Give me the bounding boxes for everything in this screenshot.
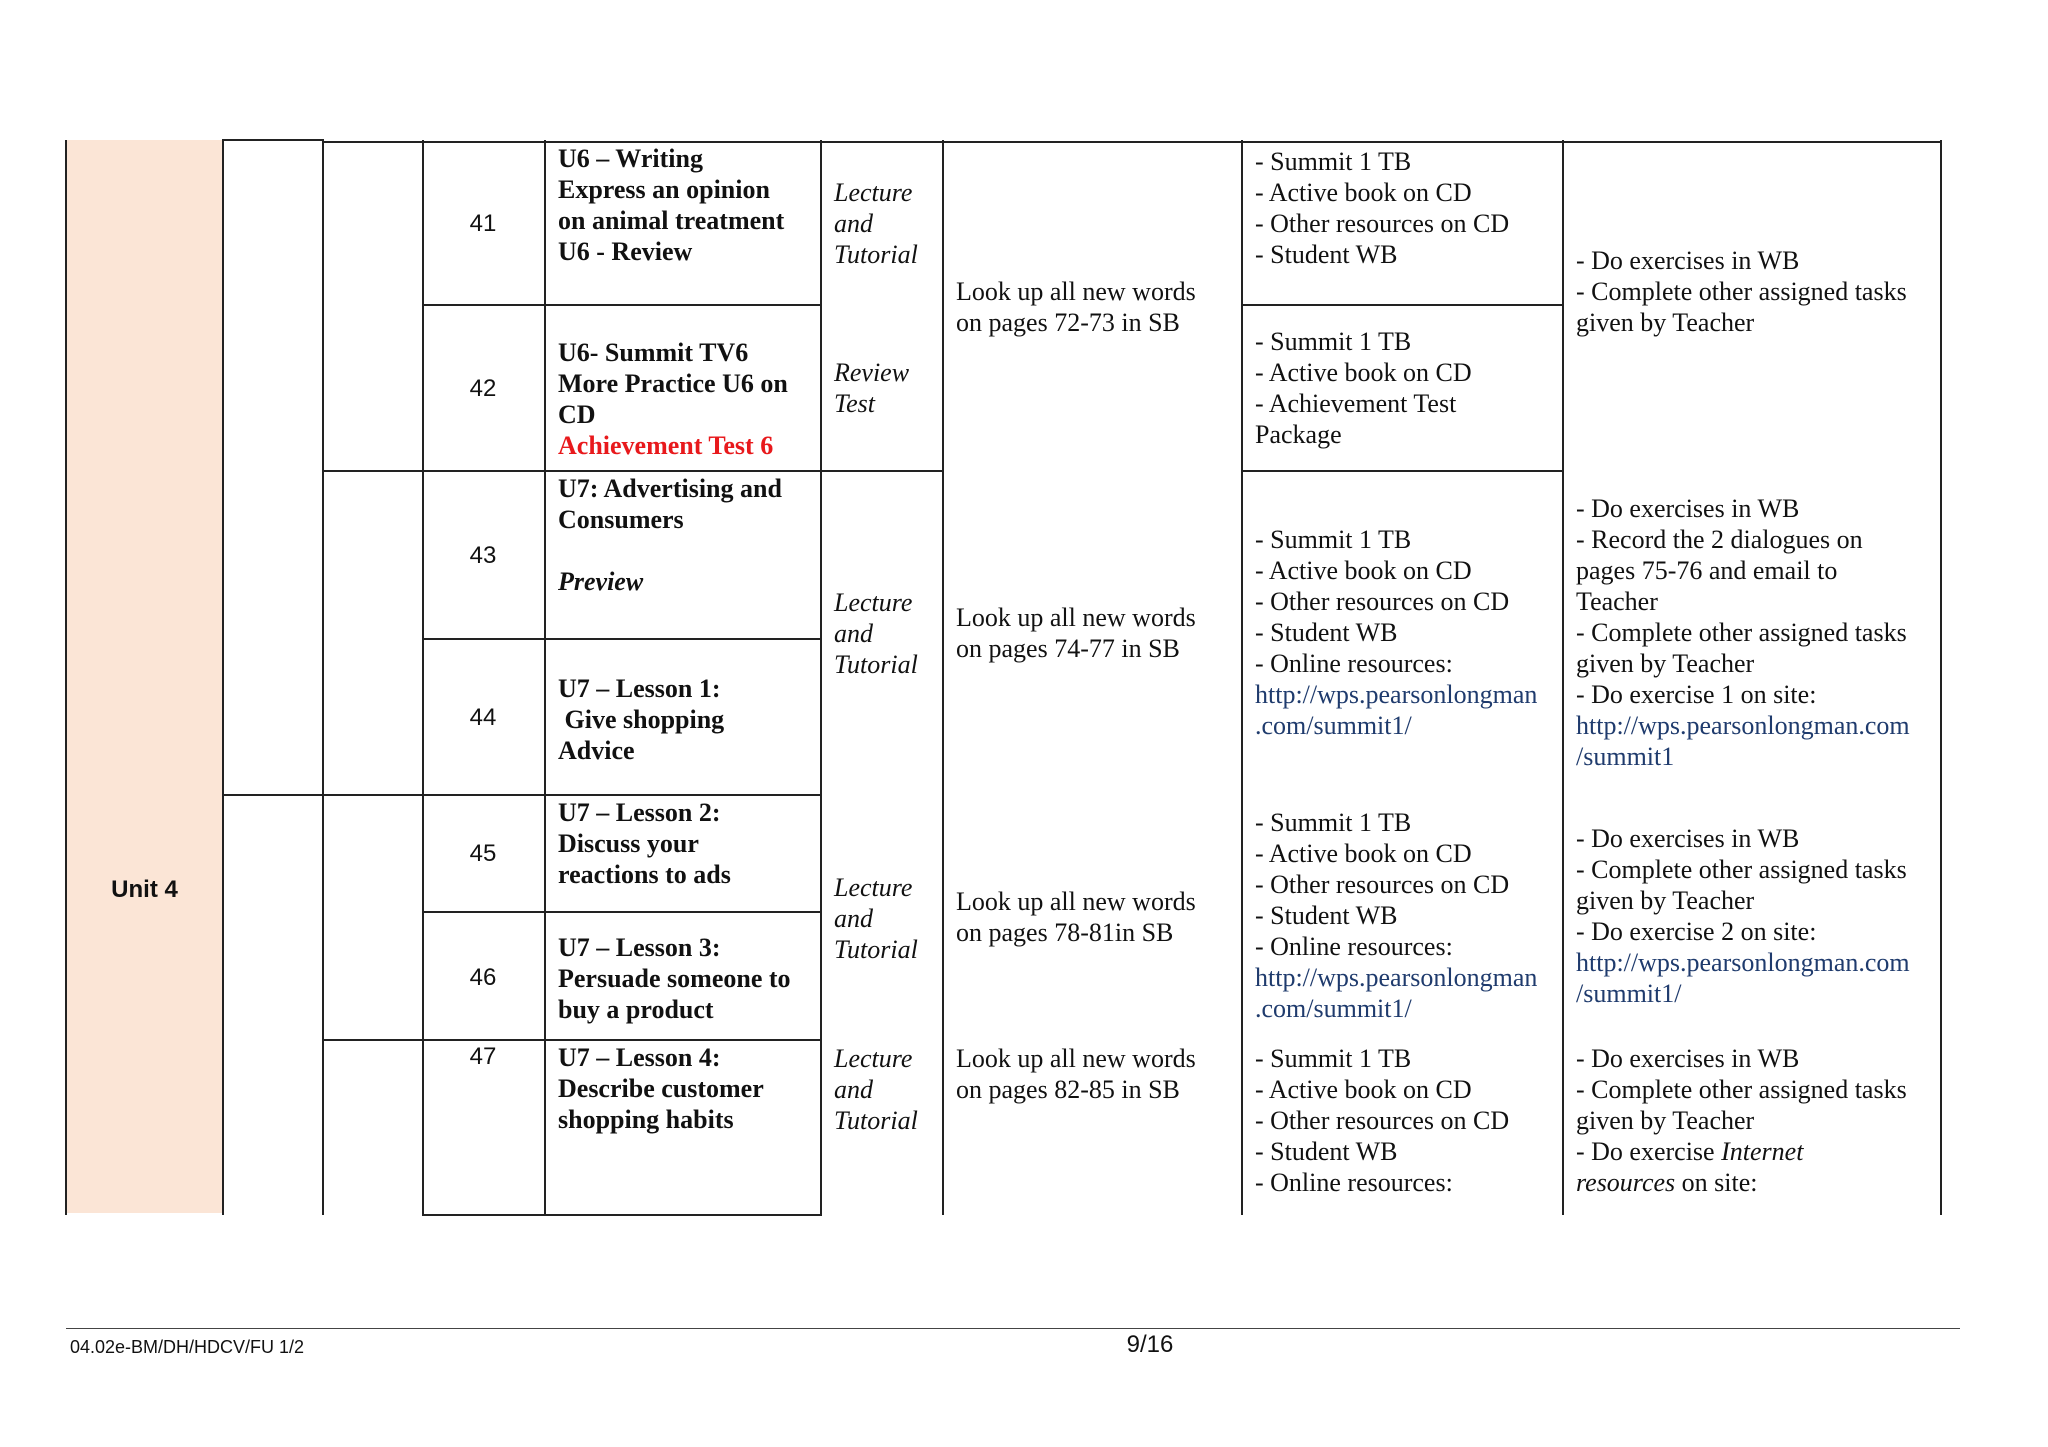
homework-link[interactable]: /summit1/	[1576, 979, 1682, 1008]
table-border	[422, 1214, 822, 1216]
homework-link[interactable]: /summit1	[1576, 742, 1675, 771]
resources-list: - Summit 1 TB - Active book on CD - Other resources on CD - Student WB - Online resources:	[1255, 1044, 1510, 1197]
homework-list: - Do exercises in WB - Complete other assigned tasks given by Teacher - Do exercise Internet resources on site:	[1576, 1044, 1907, 1197]
student-preparation: Look up all new words on pages 74-77 in SB	[956, 603, 1196, 663]
period-number: 42	[469, 375, 497, 402]
document-code: 04.02e-BM/DH/HDCV/FU 1/2	[70, 1337, 305, 1357]
period-number: 46	[469, 964, 497, 991]
resource-link[interactable]: .com/summit1/	[1255, 994, 1412, 1023]
homework-link[interactable]: http://wps.pearsonlongman.com	[1576, 711, 1910, 740]
period-number: 44	[469, 704, 497, 731]
table-border	[544, 140, 546, 1215]
unit-column-shading	[66, 140, 223, 1213]
lesson-content-44: U7 – Lesson 1: Give shopping Advice	[558, 674, 725, 765]
lesson-content-41: U6 – Writing Express an opinion on animal treatment U6 - Review	[558, 144, 785, 266]
period-number: 47	[469, 1043, 497, 1070]
page-number: 9/16	[1126, 1331, 1174, 1358]
table-border	[222, 140, 224, 1215]
unit-label: Unit 4	[111, 876, 178, 903]
table-border	[1241, 304, 1564, 306]
table-border	[422, 304, 822, 306]
table-border	[65, 140, 67, 1215]
lesson-content-43: U7: Advertising and Consumers Preview	[558, 474, 782, 596]
teaching-method: Lecture and Tutorial	[834, 1044, 918, 1135]
teaching-method: Lecture and Tutorial	[834, 588, 918, 679]
resource-link[interactable]: http://wps.pearsonlongman	[1255, 963, 1538, 992]
student-preparation: Look up all new words on pages 78-81in SB	[956, 887, 1196, 947]
homework-list: - Do exercises in WB - Record the 2 dialogues on pages 75-76 and email to Teacher - Complete other assigned tasks given by Teacher - Do exercise 1 on site: http://wps.pearsonlongman.com /summit1	[1576, 494, 1910, 771]
resources-list: - Summit 1 TB - Active book on CD - Other resources on CD - Student WB - Online resources: http://wps.pearsonlongman .com/summit1/	[1255, 808, 1538, 1023]
table-border	[322, 140, 324, 1215]
teaching-method: Lecture and Tutorial	[834, 873, 918, 964]
table-border	[1940, 140, 1942, 1215]
table-border	[942, 140, 944, 1215]
table-border	[820, 140, 822, 1215]
period-number: 43	[469, 542, 497, 569]
table-border	[422, 911, 822, 913]
footer-rule	[66, 1328, 1960, 1329]
table-border	[422, 638, 822, 640]
resources-list: - Summit 1 TB - Active book on CD - Achievement Test Package	[1255, 327, 1472, 449]
lesson-content-45: U7 – Lesson 2: Discuss your reactions to ads	[558, 798, 731, 889]
table-border	[322, 1039, 822, 1041]
period-number: 45	[469, 840, 497, 867]
table-border	[1241, 470, 1564, 472]
table-border	[1562, 140, 1564, 1215]
resource-link[interactable]: http://wps.pearsonlongman	[1255, 680, 1538, 709]
table-border	[222, 139, 324, 141]
homework-link[interactable]: http://wps.pearsonlongman.com	[1576, 948, 1910, 977]
teaching-method: Review Test	[834, 358, 910, 418]
resources-list: - Summit 1 TB - Active book on CD - Other resources on CD - Student WB - Online resources: http://wps.pearsonlongman .com/summit1/	[1255, 525, 1538, 740]
lesson-content-42: U6- Summit TV6 More Practice U6 on CD Achievement Test 6	[558, 338, 788, 460]
lesson-content-47: U7 – Lesson 4: Describe customer shopping habits	[558, 1043, 764, 1134]
table-border	[222, 794, 822, 796]
resources-list: - Summit 1 TB - Active book on CD - Other resources on CD - Student WB	[1255, 147, 1510, 269]
teaching-method: Lecture and Tutorial	[834, 178, 918, 269]
achievement-test-label: Achievement Test 6	[558, 431, 774, 460]
homework-list: - Do exercises in WB - Complete other assigned tasks given by Teacher - Do exercise 2 on site: http://wps.pearsonlongman.com /summit1/	[1576, 824, 1910, 1008]
student-preparation: Look up all new words on pages 72-73 in SB	[956, 277, 1196, 337]
resource-link[interactable]: .com/summit1/	[1255, 711, 1412, 740]
table-border	[1241, 140, 1243, 1215]
homework-list: - Do exercises in WB - Complete other assigned tasks given by Teacher	[1576, 246, 1907, 337]
lesson-content-46: U7 – Lesson 3: Persuade someone to buy a product	[558, 933, 791, 1024]
student-preparation: Look up all new words on pages 82-85 in SB	[956, 1044, 1196, 1104]
table-border	[322, 470, 942, 472]
period-number: 41	[469, 210, 497, 237]
